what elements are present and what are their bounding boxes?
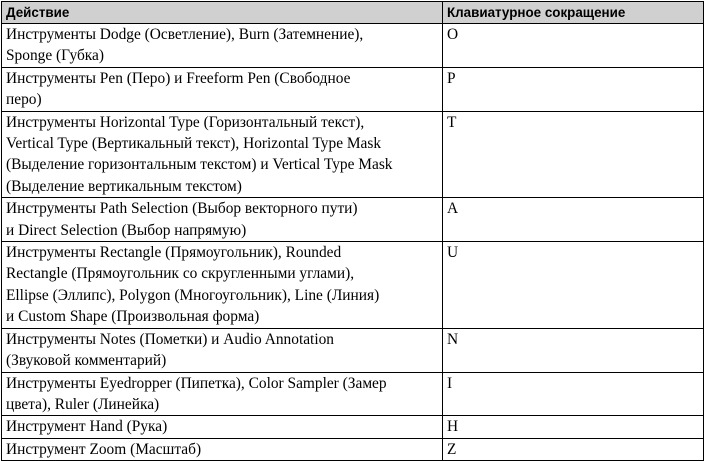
shortcut-key-cell: P (443, 67, 704, 111)
header-action: Действие (2, 2, 443, 24)
action-text-line: Инструменты Rectangle (Прямоугольник), Rounded (6, 244, 342, 262)
shortcuts-table (1, 1, 704, 461)
action-cell (2, 111, 443, 198)
action-text-line: (Выделение горизонтальным текстом) и Vertical Type Mask (6, 156, 393, 174)
table-row (2, 372, 704, 416)
shortcut-key-cell: H (443, 416, 704, 438)
action-text-line: Инструменты Pen (Перо) и Freeform Pen (Свободное (6, 69, 351, 87)
action-text-line: Инструменты Eyedropper (Пипетка), Color Sampler (Замер (6, 374, 387, 392)
action-text-line: перо) (6, 91, 42, 109)
action-cell (2, 328, 443, 372)
shortcut-key-cell: T (443, 111, 704, 198)
header-shortcut: Клавиатурное сокращение (443, 2, 704, 24)
shortcut-key-cell: N (443, 328, 704, 372)
table-row (2, 24, 704, 68)
action-text-line: Инструменты Horizontal Type (Горизонтальный текст), (6, 113, 365, 131)
table-row (2, 328, 704, 372)
action-cell (2, 24, 443, 68)
shortcut-key-cell: U (443, 242, 704, 329)
action-text-line: Инструмент Hand (Рука) (6, 418, 168, 436)
action-text-line: и Custom Shape (Произвольная форма) (6, 308, 260, 326)
action-text-line: и Direct Selection (Выбор напрямую) (6, 221, 247, 239)
action-text-line: цвета), Ruler (Линейка) (6, 395, 160, 413)
table-row (2, 438, 704, 460)
action-cell (2, 416, 443, 438)
table-row (2, 111, 704, 198)
table-row (2, 198, 704, 242)
table-row (2, 416, 704, 438)
action-text-line: Инструмент Zoom (Масштаб) (6, 440, 202, 458)
shortcut-key-cell: Z (443, 438, 704, 460)
table-header-row (2, 2, 704, 24)
action-text-line: Ellipse (Эллипс), Polygon (Многоугольник), Line (Линия) (6, 286, 380, 304)
table-row (2, 242, 704, 329)
shortcut-key-cell: O (443, 24, 704, 68)
action-cell (2, 438, 443, 460)
action-text-line: Инструменты Notes (Пометки) и Audio Annotation (6, 330, 334, 348)
action-text-line: Vertical Type (Вертикальный текст), Horizontal Type Mask (6, 135, 382, 153)
action-cell (2, 242, 443, 329)
action-text-line: Инструменты Dodge (Осветление), Burn (Затемнение), (6, 26, 364, 43)
action-text-line: Rectangle (Прямоугольник со скругленными углами), (6, 265, 355, 283)
action-cell (2, 198, 443, 242)
action-text-line: (Звуковой комментарий) (6, 352, 167, 370)
shortcut-key-cell: A (443, 198, 704, 242)
shortcut-key-cell: I (443, 372, 704, 416)
table-body (2, 24, 704, 461)
action-text-line: Sponge (Губка) (6, 47, 104, 65)
action-text-line: (Выделение вертикальным текстом) (6, 177, 242, 195)
action-cell (2, 372, 443, 416)
action-cell (2, 67, 443, 111)
action-text-line: Инструменты Path Selection (Выбор векторного пути) (6, 200, 358, 218)
table-row (2, 67, 704, 111)
